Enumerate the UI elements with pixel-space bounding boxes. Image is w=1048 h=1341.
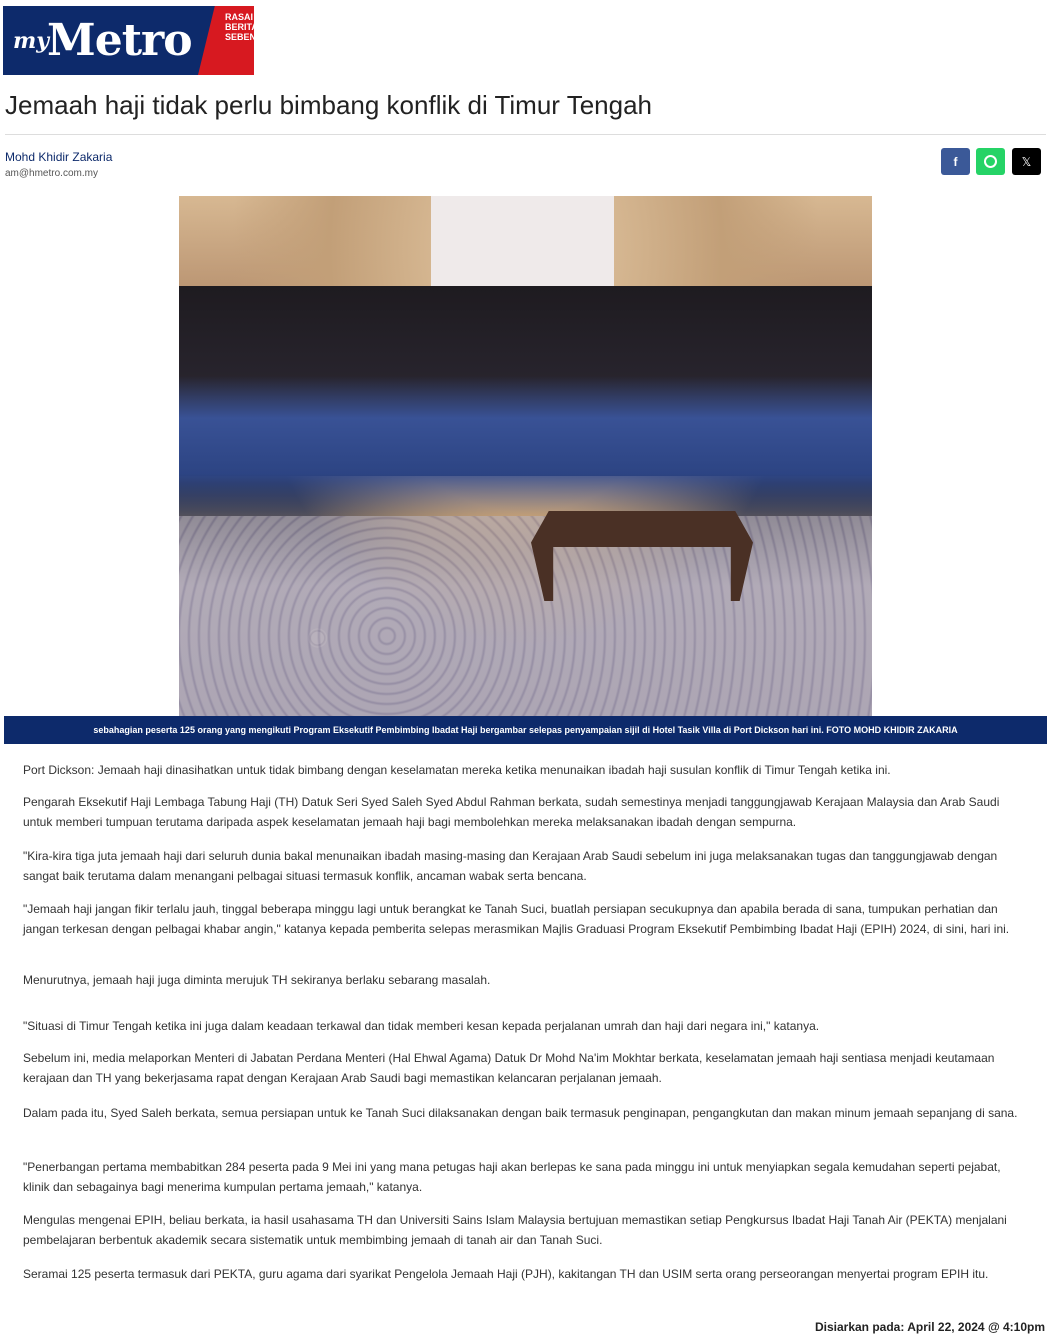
paragraph-7: Sebelum ini, media melaporkan Menteri di Jabatan Perdana Menteri (Hal Ehwal Agama) Datuk Dr Mohd Na'im Mokhtar berkata, keselamatan jemaah haji sentiasa menjadi keutamaan kerajaan dan TH yang bekerjasama rapat dengan Kerajaan Arab Saudi bagi memastikan kelancaran perjalanan jemaah. [23,1051,995,1085]
logo-tagline-3: SEBENAR [225,32,270,42]
x-share-button[interactable] [1012,148,1041,175]
projector-screen [431,196,614,292]
logo-metro: Metro [47,15,192,66]
author-email[interactable]: am@hmetro.com.my [5,168,98,179]
posted-date: Disiarkan pada: April 22, 2024 @ 4:10pm [814,1320,1045,1334]
article-title: Jemaah haji tidak perlu bimbang konflik di Timur Tengah [5,90,652,120]
author-name[interactable]: Mohd Khidir Zakaria [5,150,113,164]
whatsapp-share-button[interactable] [976,148,1005,175]
paragraph-4: "Jemaah haji jangan fikir terlalu jauh, tinggal beberapa minggu lagi untuk berangkat ke Tanah Suci, buatlah persiapan secukupnya dan apabila berada di sana, tumpukan perhatian dan jangan terkesan dengan pelbagai khabar angin," katanya kepada pemberita selepas merasmikan Majlis Graduasi Program Eksekutif Pembimbing Ibadat Haji (EPIH) 2024, di sini, hari ini. [23,902,1010,936]
paragraph-6: "Situasi di Timur Tengah ketika ini juga dalam keadaan terkawal dan tidak memberi kesan kepada perjalanan umrah dan haji dari negara ini," katanya. [23,1019,820,1033]
carpet-pattern [179,516,872,716]
x-icon: 𝕏 [1021,154,1032,169]
paragraph-9: "Penerbangan pertama membabitkan 284 peserta pada 9 Mei ini yang mana petugas haji akan berlepas ke sana pada minggu ini untuk menyiapkan segala kemudahan seperti pejabat, klinik dan sebagainya bagi menerima kumpulan pertama jemaah," katanya. [23,1160,1001,1194]
logo-my: my [13,28,50,54]
paragraph-1: Port Dickson: Jemaah haji dinasihatkan untuk tidak bimbang dengan keselamatan mereka ketika menunaikan ibadah haji susulan konflik di Timur Tengah ketika ini. [23,763,891,777]
image-caption: sebahagian peserta 125 orang yang mengikuti Program Eksekutif Pembimbing Ibadat Haji bergambar selepas penyampaian sijil di Hotel Tasik Villa di Port Dickson hari ini. FOTO MOHD KHIDIR ZAKARIA [4,716,1047,744]
facebook-share-button[interactable] [941,148,970,175]
logo-tagline-1: RASAI [225,12,254,22]
paragraph-2: Pengarah Eksekutif Haji Lembaga Tabung Haji (TH) Datuk Seri Syed Saleh Syed Abdul Rahman berkata, sudah semestinya menjadi tanggungjawab Kerajaan Malaysia dan Arab Saudi untuk memberi tumpuan terutama daripada aspek keselamatan jemaah haji bagi membolehkan mereka melaksanakan ibadah dengan sempurna. [23,795,1000,829]
paragraph-5: Menurutnya, jemaah haji juga diminta merujuk TH sekiranya berlaku sebarang masalah. [23,973,491,987]
whatsapp-icon [984,155,997,168]
paragraph-8: Dalam pada itu, Syed Saleh berkata, semua persiapan untuk ke Tanah Suci dilaksanakan dengan baik termasuk penginapan, pengangkutan dan makan minum jemaah sepanjang di sana. [23,1106,1018,1120]
logo-tagline [225,12,270,42]
title-divider [5,134,1046,135]
site-logo[interactable] [3,6,270,75]
article-photo [179,196,872,716]
paragraph-10: Mengulas mengenai EPIH, beliau berkata, ia hasil usahasama TH dan Universiti Sains Islam Malaysia bertujuan memastikan setiap Pengkursus Ibadat Haji Tanah Air (PEKTA) menjalani pembelajaran berbentuk akademik secara sistematik untuk membimbing jemaah di tanah air dan Tanah Suci. [23,1213,1007,1247]
paragraph-11: Seramai 125 peserta termasuk dari PEKTA, guru agama dari syarikat Pengelola Jemaah Haji (PJH), kakitangan TH dan USIM serta orang perseorangan menyertai program EPIH itu. [23,1267,989,1281]
blue-robes [179,376,872,516]
facebook-icon: f [953,154,958,169]
article-image-frame [4,196,1047,716]
paragraph-3: "Kira-kira tiga juta jemaah haji dari seluruh dunia bakal menunaikan ibadah masing-masing dan Kerajaan Arab Saudi sebelum ini juga melaksanakan tugas dan tanggungjawab dengan sangat baik terutama dalam menangani pelbagai situasi termasuk konflik, ancaman wabak serta bencana. [23,849,998,883]
logo-tagline-2: BERITA [225,22,258,32]
